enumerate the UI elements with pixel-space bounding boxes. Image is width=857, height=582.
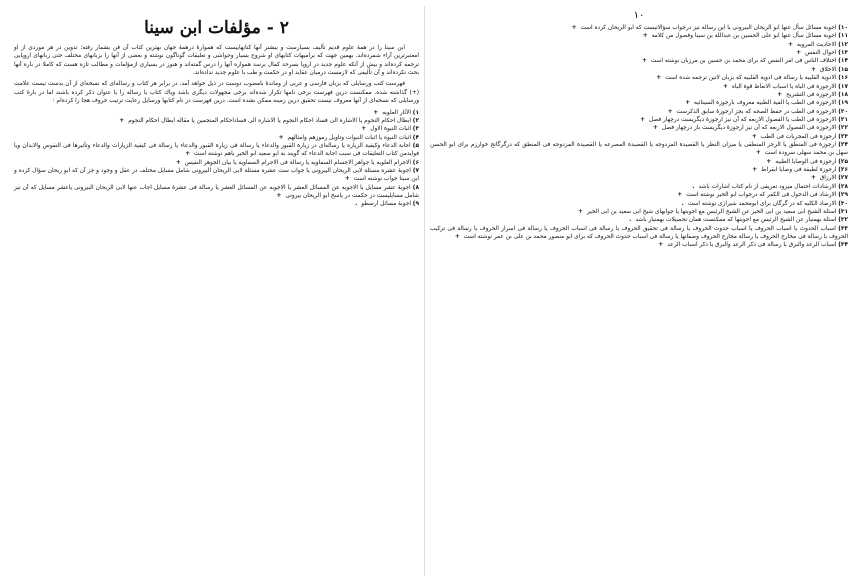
entry-title: الارزاق bbox=[819, 175, 837, 182]
missing-copy-marker: + bbox=[677, 192, 683, 199]
entry-title: الادوية القلبيه يا رسالة فى ادوية القلبيه كه بزبان لاتين ترجمه شده است bbox=[665, 75, 837, 82]
entry-title: الاخلاق bbox=[819, 66, 837, 73]
entry-title: الارجوزه فى الطب يا الفية الطبيه معروف بارجوزة السينائيه bbox=[694, 100, 837, 107]
entry-number: ۱۲) bbox=[838, 41, 848, 48]
bibliography-entry bbox=[14, 184, 419, 201]
missing-copy-marker: + bbox=[777, 91, 783, 98]
entry-title: احوال النفس bbox=[805, 50, 837, 57]
missing-copy-marker: + bbox=[722, 83, 728, 90]
entry-title: ابطال احكام النجوم يا الاشاره الى فساد احكام النجوم يا الاشاره الى فساداحكام المنجمين يا مقاله ابطال احكام النجوم bbox=[128, 117, 411, 124]
missing-copy-marker: . bbox=[681, 200, 684, 207]
entry-number: ۲۱) bbox=[838, 116, 848, 123]
entry-number: ۲۳) bbox=[838, 133, 848, 140]
bibliography-entry bbox=[14, 134, 419, 142]
page-number: ۱۰ bbox=[633, 10, 645, 21]
entry-number: ۳۱) bbox=[838, 208, 848, 215]
bibliography-entry bbox=[430, 141, 848, 158]
bibliography-entry bbox=[430, 241, 848, 249]
missing-copy-marker: + bbox=[344, 176, 350, 183]
bibliography-entry bbox=[430, 91, 848, 99]
entry-number: ۱۹) bbox=[838, 100, 848, 107]
entry-number: ۲۸) bbox=[838, 183, 848, 190]
missing-copy-marker: + bbox=[642, 58, 647, 65]
entry-title: الارشادات احتمال ميرود تعريفى از نام كتاب اشارات باشد bbox=[698, 183, 837, 190]
bibliography-entry bbox=[14, 125, 419, 133]
bibliography-entry bbox=[430, 124, 848, 132]
bibliography-entry bbox=[430, 41, 848, 49]
entry-number: ۶) bbox=[412, 159, 419, 166]
entry-number: ۲۷) bbox=[838, 175, 848, 182]
bibliography-entry bbox=[430, 200, 848, 208]
entry-number: ۳) bbox=[412, 126, 419, 133]
entry-title: الارشاد فى الدخول فى الكفر كه درجواب ابو الخير نوشته است bbox=[686, 192, 837, 199]
entry-number: ۱۴) bbox=[838, 58, 848, 65]
missing-copy-marker: + bbox=[685, 100, 691, 107]
entry-title: اسباب الحدوث يا اسباب الحروف يا اسباب حدوث الحروف يا رسالة فى تحقيق الحروف يا رسالة فى اسباب الحروف يا رسالة فى اسرار الحروف يا رسالة فى تركيب الحروف يا رسالة فى مخارج الحروف يا رسالة مخارج الحروف وصفاتها يا رسالة فى اسباب حدوث الحروف كه براى ابو منصور محمد بن على بن عمر نوشته است bbox=[430, 225, 848, 240]
entry-title: اجوبهٔ عشر مسايل يا الاجوبه عن المسائل العشر يا الاجوبه عن المسائل العشر يا رسالة فى عشرهٔ مسايل اجاب عنها لابى الريحان البيرونى ياعشر مسايل كه آن نيز شامل مسايليست در حكمت در پاسخ ابو الريحان بيرونى bbox=[14, 184, 419, 200]
entry-number: ۹) bbox=[412, 201, 419, 208]
entry-title: اسئلة الشيخ ابى سعيد بن ابى الخير عن الشيخ الرئيس مع اجوبتها يا جوابهاى شيخ ابى سعيد بن ابى الخير bbox=[586, 208, 837, 215]
entry-title: الاجرام العلويه يا جواهر الاجسام السماويه يا رسالة فى الاجرام السماويه يا بيان الجوهر النفيس bbox=[184, 159, 411, 166]
bibliography-entry bbox=[430, 183, 848, 191]
missing-copy-marker: + bbox=[751, 133, 757, 140]
entry-number: ۲۹) bbox=[838, 192, 848, 199]
missing-copy-marker: + bbox=[571, 25, 577, 31]
entry-title: ارجوزة فى الوصايا الطبيه bbox=[775, 158, 837, 165]
entry-number: ۷) bbox=[412, 168, 420, 175]
entry-title: الآثار العلويه bbox=[382, 109, 411, 116]
chapter-title: ۲ - مؤلفات ابن سينا bbox=[144, 18, 289, 38]
page-gutter bbox=[424, 6, 425, 576]
missing-copy-marker: + bbox=[373, 109, 379, 116]
bibliography-entry bbox=[430, 208, 848, 216]
entry-title: اجوبهٔ عشره مسئلة لابى الريحان البيرونى يا جواب ست عشره مسئلة لابى الريحان البيرونى شامل مسايل مختلف در عقل و وجود و جز آن كه ابو ريحان سؤال كرده و ابن سينا جواب نوشته است bbox=[14, 168, 419, 183]
entry-number: ۳۴) bbox=[838, 242, 848, 249]
bibliography-entry bbox=[430, 24, 848, 32]
entry-title: اجوبة مسائل سأل عنها ابو الريحان البيرونى يا اين رساله نيز درجواب سؤالاتيست كه ابو الريحان كرده است bbox=[580, 25, 837, 31]
missing-copy-marker: + bbox=[752, 167, 758, 174]
entry-title: اجوبهٔ مسائل ارسطو bbox=[361, 201, 411, 208]
missing-copy-marker: . bbox=[355, 201, 358, 208]
missing-copy-marker: + bbox=[658, 242, 664, 249]
bibliography-entry bbox=[430, 133, 848, 141]
missing-copy-marker: + bbox=[642, 33, 648, 40]
bibliography-entry bbox=[430, 57, 848, 65]
left-page bbox=[14, 0, 419, 582]
missing-copy-marker: + bbox=[766, 158, 772, 165]
bibliography-entry bbox=[430, 191, 848, 199]
entry-title: الارجوزه فى الطب يا الفصول الاربعه كه آن نيز ارجوزهٔ ديگريست درچهار فصل bbox=[649, 116, 837, 123]
missing-copy-marker: . bbox=[692, 183, 695, 190]
bibliography-entry bbox=[430, 66, 848, 74]
entry-title: اجوبة مسائل سأل عنها ابو على الحسين بن عبدالله بن سينا وفصول من كلامه bbox=[651, 33, 837, 40]
missing-copy-marker: + bbox=[656, 75, 662, 82]
entry-number: ۲۲) bbox=[838, 125, 848, 132]
missing-copy-marker: + bbox=[788, 41, 793, 48]
intro-paragraph-2: فهرست كتب ورسايلى كه بزبان فارسى و عربى از وماندهٔ بامضوب دوست در ذيل خواهد آمد. در برابر هر كتاب و رساله‌اى كه نسخه‌اى از آن بدست نيست علامت (+) گذاشته شده. ممكنست درين فهرست برخى نامها تكرار شده‌اند برخى مجهولات ديگرى باشد وياك كتاب يا رساله را با عنوان ذكر كرده باشند اما در بارهٔ كتب ورسايلى كه نسخه‌اى از آنها معروف نيست تحقيق درين زمينه ممكن نشده است. درين فهرست در نام كتابها ورسايل رعايت ترتيب حروف هجا را كرده‌ام : bbox=[14, 81, 419, 105]
entry-number: ۲۰) bbox=[838, 108, 848, 115]
entry-number: ۱۱) bbox=[838, 33, 848, 40]
bibliography-entry bbox=[14, 142, 419, 159]
entry-title: الارجوزه فى الطب در حفظ الصحه كه بجز ارجوزهٔ سابق الذكرست bbox=[676, 108, 837, 115]
entry-title: الارجوزه فى التشريح bbox=[786, 91, 837, 98]
bibliography-entry bbox=[14, 159, 419, 167]
missing-copy-marker: + bbox=[119, 117, 125, 124]
missing-copy-marker: + bbox=[361, 126, 367, 133]
bibliography-entry bbox=[14, 109, 419, 117]
entry-number: ۴) bbox=[412, 134, 419, 141]
missing-copy-marker: + bbox=[278, 134, 284, 141]
missing-copy-marker: + bbox=[755, 150, 761, 157]
entry-number: ۳۲) bbox=[838, 217, 848, 224]
entry-title: اجابة الدعاء وكيفية الزياره يا رساله‌اى در زيارة القبور والدعاء يا رسالة فى زيارة القبور والدعاء يا رسالة فى كيفية الزيارات والدعاء وتأثيرها فى النفوس والابدان ويا فوايدمن كتاب التعليقات فى سبب اجابة الدعاء كه گويند به ابو سعيد ابو الخير باهم نوشته است bbox=[14, 142, 419, 158]
entry-title: ارجوزة لطيفة فى وصايا ابقراط bbox=[761, 167, 837, 174]
bibliography-entry bbox=[430, 158, 848, 166]
entry-title: اثبات النبوه يا اثبات النبوات وتاويل رموزهم وامثالهم bbox=[287, 134, 411, 141]
bibliography-entry bbox=[430, 99, 848, 107]
bibliography-list-left bbox=[14, 109, 419, 209]
bibliography-list-right bbox=[430, 24, 848, 250]
entry-title: ارجوزة فى المجربات فى الطب bbox=[760, 133, 837, 140]
bibliography-entry bbox=[430, 49, 848, 57]
entry-number: ۱۸) bbox=[838, 91, 848, 98]
entry-number: ۸) bbox=[412, 184, 419, 191]
entry-number: ۱۳) bbox=[838, 50, 848, 57]
entry-number: ۱۶) bbox=[838, 75, 848, 82]
bibliography-entry bbox=[430, 174, 848, 182]
entry-number: ۱۰) bbox=[838, 25, 848, 31]
entry-number: ۵) bbox=[412, 142, 419, 149]
entry-number: ۲) bbox=[412, 117, 419, 124]
entry-title: ارجوزة فى المنطق يا الرجز المنطقى يا ميزان النظر يا القصيدة المزدوجه يا القصيدة المصرعه يا القصيدة المزدوجه فى المنطق كه درگرگانج خوارزم براى ابو الحسن سهل بن محمد سهلى سروده است bbox=[430, 142, 848, 157]
bibliography-entry bbox=[430, 116, 848, 124]
entry-number: ۱) bbox=[412, 109, 419, 116]
entry-title: الارجوزة فى الباه يا اسباب الانعاظ قوة الباه bbox=[731, 83, 837, 90]
bibliography-entry bbox=[430, 108, 848, 116]
bibliography-entry bbox=[430, 216, 848, 224]
missing-copy-marker: . bbox=[629, 217, 632, 224]
entry-title: اسباب الرعد والبرق يا رسالة فى ذكر الرعد والبرق يا ذكر اسباب الرعد bbox=[667, 242, 837, 249]
bibliography-entry bbox=[430, 32, 848, 40]
missing-copy-marker: + bbox=[276, 193, 282, 200]
bibliography-entry bbox=[430, 83, 848, 91]
missing-copy-marker: + bbox=[811, 66, 816, 73]
bibliography-entry bbox=[430, 74, 848, 82]
bibliography-entry bbox=[14, 117, 419, 125]
entry-number: ۱۷) bbox=[838, 83, 848, 90]
entry-title: الارصاد الكليه كه در گرگان براى ابومحمد شيرازى نوشته است bbox=[687, 200, 837, 207]
entry-number: ۳۳) bbox=[838, 225, 849, 232]
bibliography-entry bbox=[14, 200, 419, 208]
bibliography-entry bbox=[14, 167, 419, 184]
missing-copy-marker: + bbox=[810, 175, 816, 182]
missing-copy-marker: + bbox=[640, 116, 645, 123]
bibliography-entry bbox=[430, 225, 848, 242]
entry-number: ۳۰) bbox=[838, 200, 848, 207]
missing-copy-marker: + bbox=[454, 233, 460, 240]
entry-number: ۲۴) bbox=[838, 142, 848, 149]
missing-copy-marker: + bbox=[796, 50, 802, 57]
bibliography-entry bbox=[430, 166, 848, 174]
missing-copy-marker: + bbox=[578, 208, 583, 215]
entry-title: اسئلة بهمنيار عن الشيخ الرئيس مع اجوبتها كه ممكنست همان تحصيلات بهمنيار باشد bbox=[635, 217, 837, 224]
missing-copy-marker: + bbox=[653, 125, 658, 132]
entry-title: الارجوزه فى الفصول الاربعه كه آن نيز ارجوزهٔ ديگريست باز درچهار فصل bbox=[661, 125, 837, 132]
missing-copy-marker: + bbox=[175, 159, 181, 166]
missing-copy-marker: + bbox=[667, 108, 673, 115]
intro-paragraph-1: ابن سينا را در همهٔ علوم قديم تأليف بسيارست و بيشتر آنها كتابهاييست كه هموارهٔ درهمهٔ جهان بهترين كتاب آن فن بشمار رفته؛ تدوين در هر موردى از او امعتبرترين آراء شمرده‌اند. بهمين جهت كه براميهات كتابهاى او شروح بسيار وحواشى و تعليقات گوناگون نوشته و بعضى از آنها را بزبانهاى مختلف حتى زبانهاى اروپايى ترجمه كرده‌اند و بيش از آنكه علوم جديد در اروپا بسرحد كمال برسد همواره آنها را درس گفته‌اند و هنوز در بسيارى ازمؤلفات و مطالب تازه هست كه كاملا در باره آنها بحث نكرده‌اند و آن تأليفى كه لازمست درميان عقايد او در حكمت و طب با علوم جديد نداده‌اند. bbox=[14, 45, 419, 77]
entry-number: ۲۵) bbox=[838, 158, 848, 165]
entry-number: ۲۶) bbox=[838, 167, 848, 174]
missing-copy-marker: + bbox=[185, 151, 191, 158]
entry-title: اثبات النبوة الاول bbox=[370, 126, 411, 133]
entry-title: اختلاف الناس فى امر النفس كه براى محمد بن حسين بن مرزبان نوشته است bbox=[650, 58, 837, 65]
right-page bbox=[430, 0, 848, 582]
entry-number: ۱۵) bbox=[838, 66, 848, 73]
entry-title: الاحاديث المرويه bbox=[796, 41, 837, 48]
